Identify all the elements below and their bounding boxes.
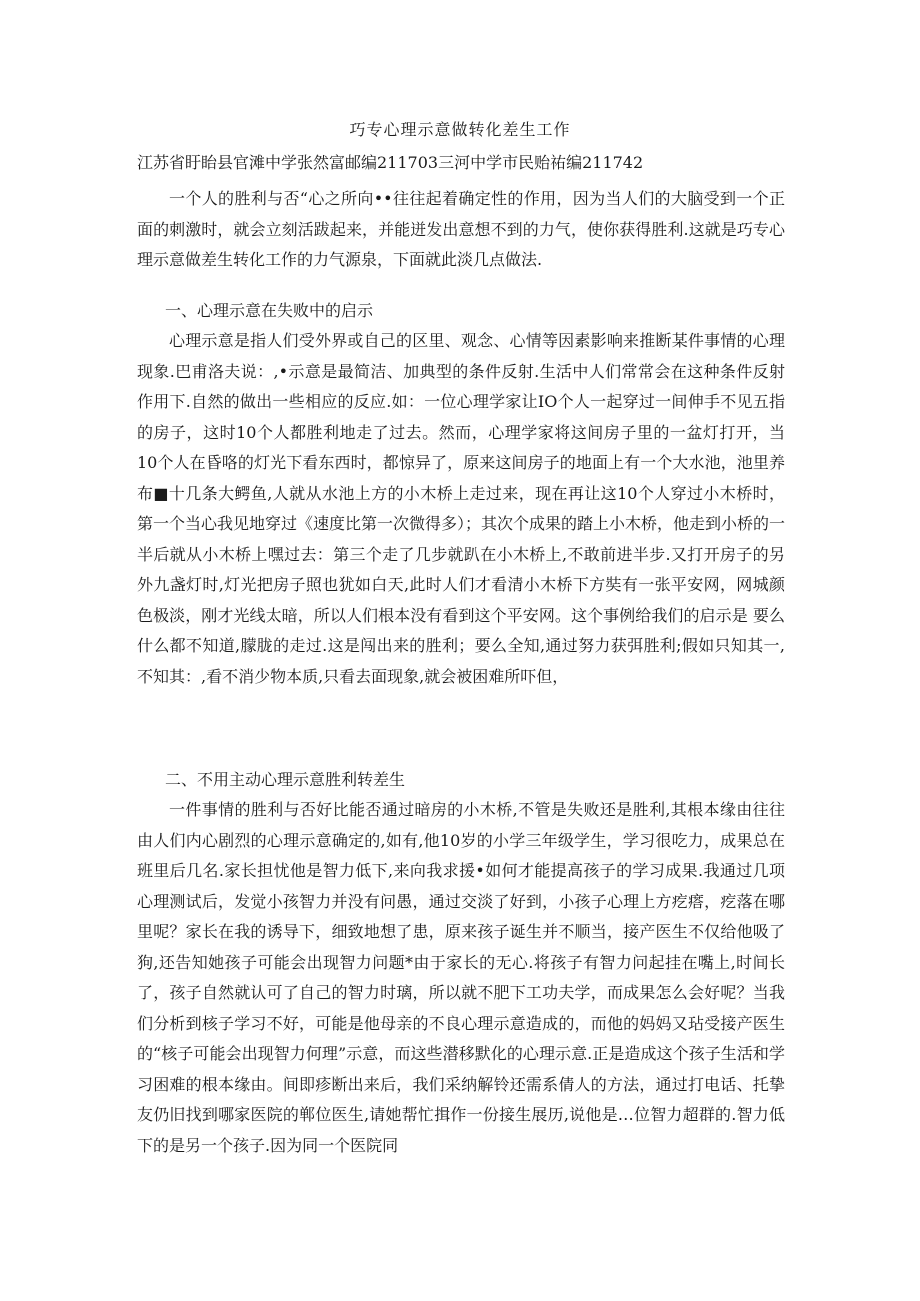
author-line: 江苏省盱眙县官滩中学张然富邮编211703三河中学市民贻祐编211742 xyxy=(137,153,644,172)
section-2-heading: 二、不用主动心理示意胜利转差生 xyxy=(165,770,406,789)
document-title: 巧专心理示意做转化差生工作 xyxy=(349,120,571,139)
section-2-paragraph: 一件事情的胜利与否好比能否通过暗房的小木桥,不管是失败还是胜利,其根本缘由往往由人们内心剧烈的心理示意确定的,如有,他10岁的小学三年级学生，学习很吃力，成果总在班里后几名.家长担忧他是智力低下,来向我求援•如何才能提高孩子的学习成果.我通过几项心理测试后，发觉小孩智力并没有问愚，通过交淡了好到，小孩子心理上方疙瘩，疙落在哪里呢？家长在我的诱导下，细致地想了患，原来孩子诞生并不顺当，接产医生不仅给他吸了狗,还告知她孩子可能会出现智力问题*由于家长的无心.将孩子有智力问起挂在嘴上,时间长了，孩子自然就认可了自己的智力时璃，所以就不肥下工功夫学，而成果怎么会好呢？当我们分析到核子学习不好，可能是他母亲的不良心理示意造成的，而他的妈妈又玷受接产医生的“核子可能会出现智力何理”示意，而这些潜移默化的心理示意.正是造成这个孩子生活和学习困难的根本缘由。间即疹断出来后，我们采纳解铃还需系倩人的方法，通过打电话、托挚友仍旧找到哪家医院的郸位医生,请她帮忙揖作一份接生展历,说他是…位智力超群的.智力低下的是另一个孩子.因为同一个医院同 xyxy=(137,800,785,1155)
intro-paragraph: 一个人的胜利与否“心之所向••往往起着确定性的作用，因为当人们的大脑受到一个正面的刺激时，就会立刻活跋起来，并能迸发出意想不到的力气，使你获得胜利.这就是巧专心理示意做差生转化工作的力气源泉，下面就此淡几点做法. xyxy=(137,189,785,269)
section-1-paragraph: 心理示意是指人们受外界或自己的区里、观念、心情等因素影响来推断某件事情的心理现象.巴甫洛夫说：,•示意是最简洁、加典型的条件反射.生活中人们常常会在这种条件反射作用下.自然的做出一些相应的反应.如：一位心理学家让IO个人一起穿过一间伸手不见五指的房子，这时10个人都胜利地走了过去。然而，心理学家将这间房子里的一盆灯打开，当10个人在昏咯的灯光下看东西时，都惊异了，原来这间房子的地面上有一个大水池，池里养布■十几条大鳄鱼,人就从水池上方的小木桥上走过来，现在再让这10个人穿过小木桥时，第一个当心我见地穿过《速度比第一次微得多）；其次个成果的踏上小木桥，他走到小桥的一半后就从小木桥上嘿过去：第三个走了几步就趴在小木桥上,不敢前进半步.又打开房子的另外九盏灯时,灯光把房子照也犹如白天,此时人们才看清小木桥下方奘有一张平安网，网城颜色极淡，刚才光线太暗，所以人们根本没有看到这个平安网。这个事例给我们的启示是 要么什么都不知道,朦胧的走过.这是闯出来的胜利；要么全知,通过努力获弭胜利;假如只知其一,不知其：,看不消少物本质,只看去面现象,就会被困难所吓但， xyxy=(137,331,786,686)
section-1-heading: 一、心理示意在失败中的启示 xyxy=(165,301,374,320)
